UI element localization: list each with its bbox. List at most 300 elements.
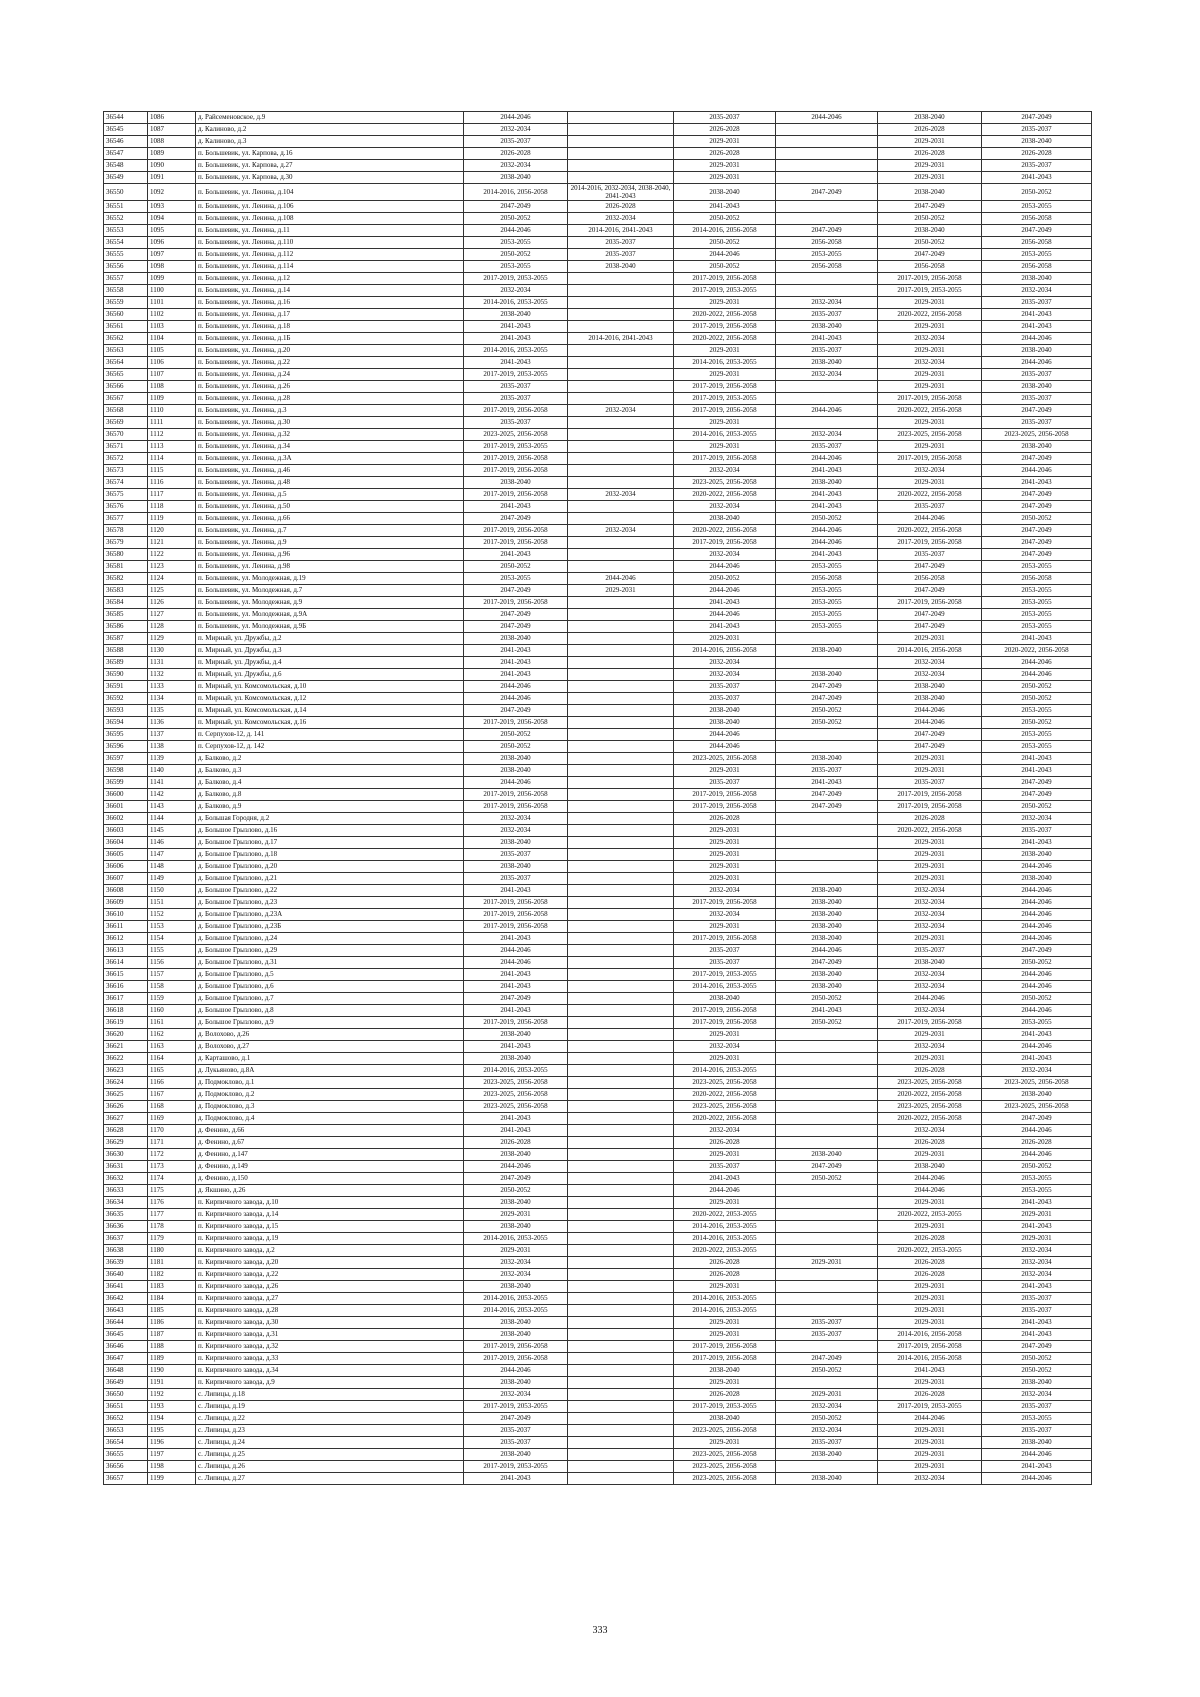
address-cell: п. Кирпичного завода, д.19 <box>196 1233 464 1245</box>
table-row <box>104 321 1092 333</box>
period-col-6-cell: 2032-2034 <box>674 669 776 681</box>
item-number-cell: 1144 <box>148 813 196 825</box>
address-cell: п. Большевик, ул. Ленина, д.112 <box>196 249 464 261</box>
row-number-cell: 36547 <box>104 148 148 160</box>
period-col-6-cell: 2035-2037 <box>674 777 776 789</box>
period-col-7-cell: 2050-2052 <box>776 1017 878 1029</box>
item-number-cell: 1190 <box>148 1365 196 1377</box>
item-number-cell: 1147 <box>148 849 196 861</box>
period-col-6-cell: 2020-2022, 2056-2058 <box>674 525 776 537</box>
table-row <box>104 561 1092 573</box>
address-cell: п. Серпухов-12, д. 142 <box>196 741 464 753</box>
period-col-4-cell: 2035-2037 <box>464 417 568 429</box>
period-col-7-cell: 2041-2043 <box>776 333 878 345</box>
row-number-cell: 36639 <box>104 1257 148 1269</box>
period-col-6-cell: 2020-2022, 2056-2058 <box>674 489 776 501</box>
period-col-8-cell: 2050-2052 <box>878 213 982 225</box>
address-cell: п. Большевик, ул. Молодежная, д.9 <box>196 597 464 609</box>
period-col-8-cell: 2023-2025, 2056-2058 <box>878 429 982 441</box>
table-row <box>104 609 1092 621</box>
period-col-5-cell <box>568 1041 674 1053</box>
address-cell: п. Большевик, ул. Ленина, д.22 <box>196 357 464 369</box>
period-col-7-cell: 2035-2037 <box>776 345 878 357</box>
period-col-9-cell: 2038-2040 <box>982 1437 1092 1449</box>
period-col-5-cell <box>568 1185 674 1197</box>
period-col-5-cell <box>568 693 674 705</box>
table-row <box>104 1293 1092 1305</box>
period-col-8-cell: 2026-2028 <box>878 1233 982 1245</box>
table-row <box>104 249 1092 261</box>
row-number-cell: 36545 <box>104 124 148 136</box>
period-col-8-cell: 2020-2022, 2056-2058 <box>878 489 982 501</box>
period-col-6-cell: 2044-2046 <box>674 741 776 753</box>
table-row <box>104 801 1092 813</box>
period-col-7-cell: 2047-2049 <box>776 1161 878 1173</box>
item-number-cell: 1097 <box>148 249 196 261</box>
item-number-cell: 1143 <box>148 801 196 813</box>
item-number-cell: 1094 <box>148 213 196 225</box>
table-row <box>104 237 1092 249</box>
item-number-cell: 1175 <box>148 1185 196 1197</box>
period-col-5-cell: 2035-2037 <box>568 249 674 261</box>
period-col-9-cell: 2041-2043 <box>982 1197 1092 1209</box>
period-col-8-cell: 2017-2019, 2056-2058 <box>878 801 982 813</box>
period-col-9-cell: 2038-2040 <box>982 273 1092 285</box>
item-number-cell: 1125 <box>148 585 196 597</box>
table-row <box>104 1317 1092 1329</box>
period-col-7-cell: 2038-2040 <box>776 921 878 933</box>
address-cell: п. Большевик, ул. Молодежная, д.9А <box>196 609 464 621</box>
period-col-4-cell: 2038-2040 <box>464 1281 568 1293</box>
row-number-cell: 36618 <box>104 1005 148 1017</box>
period-col-8-cell: 2029-2031 <box>878 136 982 148</box>
period-col-6-cell: 2041-2043 <box>674 621 776 633</box>
table-row <box>104 1149 1092 1161</box>
period-col-9-cell: 2029-2031 <box>982 1233 1092 1245</box>
item-number-cell: 1165 <box>148 1065 196 1077</box>
period-col-5-cell <box>568 1245 674 1257</box>
period-col-7-cell <box>776 172 878 184</box>
period-col-6-cell: 2029-2031 <box>674 1281 776 1293</box>
period-col-5-cell <box>568 1161 674 1173</box>
period-col-9-cell: 2032-2034 <box>982 1269 1092 1281</box>
period-col-7-cell: 2044-2046 <box>776 945 878 957</box>
period-col-9-cell: 2041-2043 <box>982 753 1092 765</box>
period-col-6-cell: 2014-2016, 2056-2058 <box>674 645 776 657</box>
address-cell: д. Подмоклово, д.1 <box>196 1077 464 1089</box>
period-col-6-cell: 2035-2037 <box>674 945 776 957</box>
period-col-9-cell: 2044-2046 <box>982 1449 1092 1461</box>
row-number-cell: 36617 <box>104 993 148 1005</box>
period-col-6-cell: 2017-2019, 2056-2058 <box>674 933 776 945</box>
period-col-6-cell: 2023-2025, 2056-2058 <box>674 1461 776 1473</box>
table-row <box>104 993 1092 1005</box>
table-row <box>104 957 1092 969</box>
table-row <box>104 1005 1092 1017</box>
period-col-5-cell <box>568 1137 674 1149</box>
period-col-8-cell: 2026-2028 <box>878 124 982 136</box>
table-row <box>104 681 1092 693</box>
item-number-cell: 1105 <box>148 345 196 357</box>
row-number-cell: 36622 <box>104 1053 148 1065</box>
period-col-6-cell: 2014-2016, 2053-2055 <box>674 429 776 441</box>
period-col-7-cell: 2038-2040 <box>776 933 878 945</box>
period-col-6-cell: 2029-2031 <box>674 861 776 873</box>
period-col-4-cell: 2038-2040 <box>464 837 568 849</box>
period-col-6-cell: 2038-2040 <box>674 184 776 201</box>
period-col-9-cell: 2035-2037 <box>982 393 1092 405</box>
period-col-9-cell: 2041-2043 <box>982 1029 1092 1041</box>
period-col-6-cell: 2050-2052 <box>674 213 776 225</box>
address-cell: п. Кирпичного завода, д.26 <box>196 1281 464 1293</box>
period-col-5-cell <box>568 1125 674 1137</box>
period-col-4-cell: 2044-2046 <box>464 112 568 124</box>
period-col-6-cell: 2017-2019, 2056-2058 <box>674 405 776 417</box>
item-number-cell: 1089 <box>148 148 196 160</box>
address-cell: с. Липицы, д.19 <box>196 1401 464 1413</box>
item-number-cell: 1182 <box>148 1269 196 1281</box>
period-col-5-cell <box>568 513 674 525</box>
period-col-9-cell: 2044-2046 <box>982 333 1092 345</box>
period-col-7-cell: 2047-2049 <box>776 1353 878 1365</box>
period-col-9-cell: 2032-2034 <box>982 1065 1092 1077</box>
table-row <box>104 441 1092 453</box>
row-number-cell: 36638 <box>104 1245 148 1257</box>
period-col-6-cell: 2014-2016, 2056-2058 <box>674 225 776 237</box>
address-cell: д. Фенино, д.149 <box>196 1161 464 1173</box>
table-row <box>104 741 1092 753</box>
row-number-cell: 36569 <box>104 417 148 429</box>
period-col-4-cell: 2032-2034 <box>464 825 568 837</box>
period-col-6-cell: 2044-2046 <box>674 729 776 741</box>
period-col-8-cell: 2029-2031 <box>878 765 982 777</box>
item-number-cell: 1112 <box>148 429 196 441</box>
address-cell: д. Балково, д.9 <box>196 801 464 813</box>
table-row <box>104 489 1092 501</box>
row-number-cell: 36632 <box>104 1173 148 1185</box>
table-row <box>104 657 1092 669</box>
address-cell: д. Волохово, д.27 <box>196 1041 464 1053</box>
item-number-cell: 1135 <box>148 705 196 717</box>
row-number-cell: 36584 <box>104 597 148 609</box>
address-cell: п. Кирпичного завода, д.22 <box>196 1269 464 1281</box>
period-col-4-cell: 2050-2052 <box>464 213 568 225</box>
table-row <box>104 501 1092 513</box>
period-col-7-cell <box>776 1197 878 1209</box>
row-number-cell: 36646 <box>104 1341 148 1353</box>
row-number-cell: 36611 <box>104 921 148 933</box>
period-col-6-cell: 2029-2031 <box>674 1197 776 1209</box>
period-col-4-cell: 2035-2037 <box>464 873 568 885</box>
table-row <box>104 429 1092 441</box>
period-col-6-cell: 2020-2022, 2056-2058 <box>674 1113 776 1125</box>
period-col-7-cell <box>776 813 878 825</box>
period-col-8-cell: 2026-2028 <box>878 1065 982 1077</box>
period-col-4-cell: 2029-2031 <box>464 1209 568 1221</box>
address-cell: п. Кирпичного завода, д.2 <box>196 1245 464 1257</box>
period-col-5-cell <box>568 136 674 148</box>
period-col-5-cell <box>568 1413 674 1425</box>
address-cell: п. Большевик, ул. Ленина, д.28 <box>196 393 464 405</box>
period-col-8-cell: 2029-2031 <box>878 441 982 453</box>
period-col-7-cell: 2053-2055 <box>776 249 878 261</box>
period-col-6-cell: 2026-2028 <box>674 148 776 160</box>
period-col-9-cell: 2044-2046 <box>982 1125 1092 1137</box>
period-col-5-cell: 2029-2031 <box>568 585 674 597</box>
table-row <box>104 477 1092 489</box>
item-number-cell: 1170 <box>148 1125 196 1137</box>
period-col-4-cell: 2041-2043 <box>464 1005 568 1017</box>
period-col-6-cell: 2014-2016, 2053-2055 <box>674 981 776 993</box>
item-number-cell: 1137 <box>148 729 196 741</box>
table-row <box>104 333 1092 345</box>
period-col-4-cell: 2044-2046 <box>464 777 568 789</box>
period-col-9-cell: 2053-2055 <box>982 201 1092 213</box>
schedule-table <box>103 111 1092 1485</box>
item-number-cell: 1117 <box>148 489 196 501</box>
period-col-9-cell: 2053-2055 <box>982 705 1092 717</box>
item-number-cell: 1118 <box>148 501 196 513</box>
period-col-4-cell: 2041-2043 <box>464 549 568 561</box>
item-number-cell: 1087 <box>148 124 196 136</box>
item-number-cell: 1133 <box>148 681 196 693</box>
item-number-cell: 1120 <box>148 525 196 537</box>
period-col-6-cell: 2026-2028 <box>674 1389 776 1401</box>
period-col-7-cell: 2056-2058 <box>776 237 878 249</box>
period-col-5-cell <box>568 477 674 489</box>
period-col-9-cell: 2047-2049 <box>982 1113 1092 1125</box>
row-number-cell: 36596 <box>104 741 148 753</box>
address-cell: д. Фенино, д.67 <box>196 1137 464 1149</box>
period-col-8-cell: 2032-2034 <box>878 897 982 909</box>
period-col-4-cell: 2038-2040 <box>464 861 568 873</box>
period-col-6-cell: 2017-2019, 2053-2055 <box>674 969 776 981</box>
period-col-7-cell: 2044-2046 <box>776 405 878 417</box>
period-col-9-cell: 2050-2052 <box>982 801 1092 813</box>
address-cell: п. Большевик, ул. Молодежная, д.9Б <box>196 621 464 633</box>
period-col-4-cell: 2026-2028 <box>464 148 568 160</box>
period-col-5-cell <box>568 1149 674 1161</box>
period-col-6-cell: 2029-2031 <box>674 297 776 309</box>
period-col-8-cell: 2029-2031 <box>878 1293 982 1305</box>
period-col-7-cell: 2041-2043 <box>776 777 878 789</box>
period-col-4-cell: 2038-2040 <box>464 1377 568 1389</box>
period-col-4-cell: 2014-2016, 2053-2055 <box>464 297 568 309</box>
period-col-5-cell <box>568 357 674 369</box>
address-cell: п. Большевик, ул. Ленина, д.16 <box>196 297 464 309</box>
period-col-9-cell: 2023-2025, 2056-2058 <box>982 1077 1092 1089</box>
period-col-5-cell <box>568 1305 674 1317</box>
item-number-cell: 1123 <box>148 561 196 573</box>
period-col-8-cell: 2029-2031 <box>878 1053 982 1065</box>
period-col-4-cell: 2041-2043 <box>464 933 568 945</box>
period-col-7-cell: 2050-2052 <box>776 1173 878 1185</box>
row-number-cell: 36606 <box>104 861 148 873</box>
address-cell: д. Подмоклово, д.2 <box>196 1089 464 1101</box>
period-col-7-cell <box>776 1305 878 1317</box>
period-col-4-cell: 2038-2040 <box>464 1149 568 1161</box>
table-row <box>104 1425 1092 1437</box>
period-col-5-cell <box>568 1221 674 1233</box>
table-body <box>104 112 1092 1485</box>
period-col-9-cell: 2050-2052 <box>982 1365 1092 1377</box>
period-col-4-cell: 2032-2034 <box>464 285 568 297</box>
item-number-cell: 1176 <box>148 1197 196 1209</box>
period-col-7-cell: 2053-2055 <box>776 597 878 609</box>
period-col-8-cell: 2032-2034 <box>878 921 982 933</box>
period-col-5-cell <box>568 285 674 297</box>
row-number-cell: 36605 <box>104 849 148 861</box>
period-col-9-cell: 2032-2034 <box>982 1257 1092 1269</box>
item-number-cell: 1140 <box>148 765 196 777</box>
address-cell: д. Большое Грызлово, д.29 <box>196 945 464 957</box>
period-col-5-cell <box>568 885 674 897</box>
item-number-cell: 1134 <box>148 693 196 705</box>
period-col-8-cell: 2044-2046 <box>878 717 982 729</box>
item-number-cell: 1167 <box>148 1089 196 1101</box>
period-col-7-cell <box>776 124 878 136</box>
period-col-8-cell: 2026-2028 <box>878 1389 982 1401</box>
table-row <box>104 369 1092 381</box>
period-col-6-cell: 2044-2046 <box>674 1185 776 1197</box>
period-col-7-cell: 2038-2040 <box>776 357 878 369</box>
period-col-8-cell: 2032-2034 <box>878 909 982 921</box>
item-number-cell: 1164 <box>148 1053 196 1065</box>
item-number-cell: 1177 <box>148 1209 196 1221</box>
address-cell: п. Мирный, ул. Дружбы, д.6 <box>196 669 464 681</box>
period-col-6-cell: 2029-2031 <box>674 136 776 148</box>
address-cell: д. Якшино, д.26 <box>196 1185 464 1197</box>
address-cell: п. Большевик, ул. Ленина, д.66 <box>196 513 464 525</box>
period-col-8-cell: 2029-2031 <box>878 1317 982 1329</box>
period-col-8-cell: 2029-2031 <box>878 417 982 429</box>
period-col-5-cell <box>568 921 674 933</box>
period-col-4-cell: 2041-2043 <box>464 645 568 657</box>
period-col-8-cell: 2029-2031 <box>878 1449 982 1461</box>
period-col-8-cell: 2023-2025, 2056-2058 <box>878 1077 982 1089</box>
period-col-7-cell: 2032-2034 <box>776 429 878 441</box>
period-col-4-cell: 2017-2019, 2056-2058 <box>464 465 568 477</box>
address-cell: п. Большевик, ул. Карпова, д.27 <box>196 160 464 172</box>
period-col-7-cell: 2035-2037 <box>776 309 878 321</box>
address-cell: п. Большевик, ул. Ленина, д.106 <box>196 201 464 213</box>
row-number-cell: 36602 <box>104 813 148 825</box>
period-col-9-cell: 2041-2043 <box>982 1461 1092 1473</box>
period-col-9-cell: 2047-2049 <box>982 789 1092 801</box>
address-cell: п. Большевик, ул. Ленина, д.98 <box>196 561 464 573</box>
period-col-5-cell: 2026-2028 <box>568 201 674 213</box>
table-row <box>104 933 1092 945</box>
period-col-4-cell: 2017-2019, 2056-2058 <box>464 405 568 417</box>
period-col-7-cell: 2035-2037 <box>776 765 878 777</box>
period-col-7-cell <box>776 633 878 645</box>
period-col-4-cell: 2041-2043 <box>464 1113 568 1125</box>
row-number-cell: 36647 <box>104 1353 148 1365</box>
period-col-4-cell: 2023-2025, 2056-2058 <box>464 429 568 441</box>
period-col-5-cell <box>568 837 674 849</box>
period-col-9-cell: 2047-2049 <box>982 501 1092 513</box>
period-col-8-cell: 2029-2031 <box>878 1197 982 1209</box>
period-col-4-cell: 2038-2040 <box>464 477 568 489</box>
period-col-6-cell: 2029-2031 <box>674 1149 776 1161</box>
item-number-cell: 1186 <box>148 1317 196 1329</box>
period-col-8-cell: 2032-2034 <box>878 969 982 981</box>
period-col-6-cell: 2035-2037 <box>674 957 776 969</box>
period-col-8-cell: 2038-2040 <box>878 693 982 705</box>
period-col-4-cell: 2050-2052 <box>464 561 568 573</box>
item-number-cell: 1149 <box>148 873 196 885</box>
period-col-7-cell: 2032-2034 <box>776 1425 878 1437</box>
address-cell: п. Мирный, ул. Дружбы, д.4 <box>196 657 464 669</box>
period-col-4-cell: 2044-2046 <box>464 225 568 237</box>
period-col-4-cell: 2038-2040 <box>464 1029 568 1041</box>
period-col-7-cell: 2047-2049 <box>776 801 878 813</box>
row-number-cell: 36580 <box>104 549 148 561</box>
period-col-8-cell: 2032-2034 <box>878 333 982 345</box>
period-col-6-cell: 2029-2031 <box>674 441 776 453</box>
period-col-7-cell: 2035-2037 <box>776 1317 878 1329</box>
period-col-4-cell: 2017-2019, 2053-2055 <box>464 369 568 381</box>
address-cell: п. Большевик, ул. Ленина, д.114 <box>196 261 464 273</box>
table-row <box>104 1041 1092 1053</box>
period-col-4-cell: 2017-2019, 2056-2058 <box>464 537 568 549</box>
row-number-cell: 36624 <box>104 1077 148 1089</box>
period-col-9-cell: 2053-2055 <box>982 1185 1092 1197</box>
period-col-6-cell: 2014-2016, 2053-2055 <box>674 1293 776 1305</box>
period-col-9-cell: 2053-2055 <box>982 597 1092 609</box>
period-col-5-cell <box>568 1437 674 1449</box>
period-col-9-cell: 2044-2046 <box>982 1041 1092 1053</box>
period-col-6-cell: 2014-2016, 2053-2055 <box>674 1065 776 1077</box>
item-number-cell: 1115 <box>148 465 196 477</box>
period-col-6-cell: 2029-2031 <box>674 1377 776 1389</box>
period-col-4-cell: 2017-2019, 2056-2058 <box>464 1353 568 1365</box>
address-cell: п. Большевик, ул. Ленина, д.32 <box>196 429 464 441</box>
table-row <box>104 777 1092 789</box>
period-col-9-cell: 2038-2040 <box>982 136 1092 148</box>
period-col-8-cell: 2038-2040 <box>878 112 982 124</box>
period-col-5-cell <box>568 1293 674 1305</box>
period-col-4-cell: 2053-2055 <box>464 573 568 585</box>
period-col-9-cell: 2050-2052 <box>982 717 1092 729</box>
period-col-8-cell: 2029-2031 <box>878 753 982 765</box>
period-col-8-cell: 2029-2031 <box>878 873 982 885</box>
period-col-9-cell: 2044-2046 <box>982 1005 1092 1017</box>
period-col-8-cell: 2017-2019, 2056-2058 <box>878 1017 982 1029</box>
period-col-6-cell: 2032-2034 <box>674 885 776 897</box>
address-cell: с. Липицы, д.25 <box>196 1449 464 1461</box>
period-col-7-cell: 2038-2040 <box>776 753 878 765</box>
period-col-8-cell: 2029-2031 <box>878 381 982 393</box>
address-cell: д. Калиново, д.3 <box>196 136 464 148</box>
period-col-8-cell: 2029-2031 <box>878 1437 982 1449</box>
period-col-9-cell: 2041-2043 <box>982 1053 1092 1065</box>
address-cell: д. Большое Грызлово, д.7 <box>196 993 464 1005</box>
address-cell: с. Липицы, д.24 <box>196 1437 464 1449</box>
period-col-9-cell: 2044-2046 <box>982 981 1092 993</box>
period-col-5-cell: 2014-2016, 2041-2043 <box>568 225 674 237</box>
address-cell: д. Большое Грызлово, д.8 <box>196 1005 464 1017</box>
period-col-5-cell <box>568 501 674 513</box>
table-row <box>104 1125 1092 1137</box>
table-row <box>104 357 1092 369</box>
period-col-6-cell: 2029-2031 <box>674 172 776 184</box>
row-number-cell: 36561 <box>104 321 148 333</box>
period-col-8-cell: 2038-2040 <box>878 225 982 237</box>
period-col-7-cell <box>776 1293 878 1305</box>
row-number-cell: 36576 <box>104 501 148 513</box>
item-number-cell: 1179 <box>148 1233 196 1245</box>
